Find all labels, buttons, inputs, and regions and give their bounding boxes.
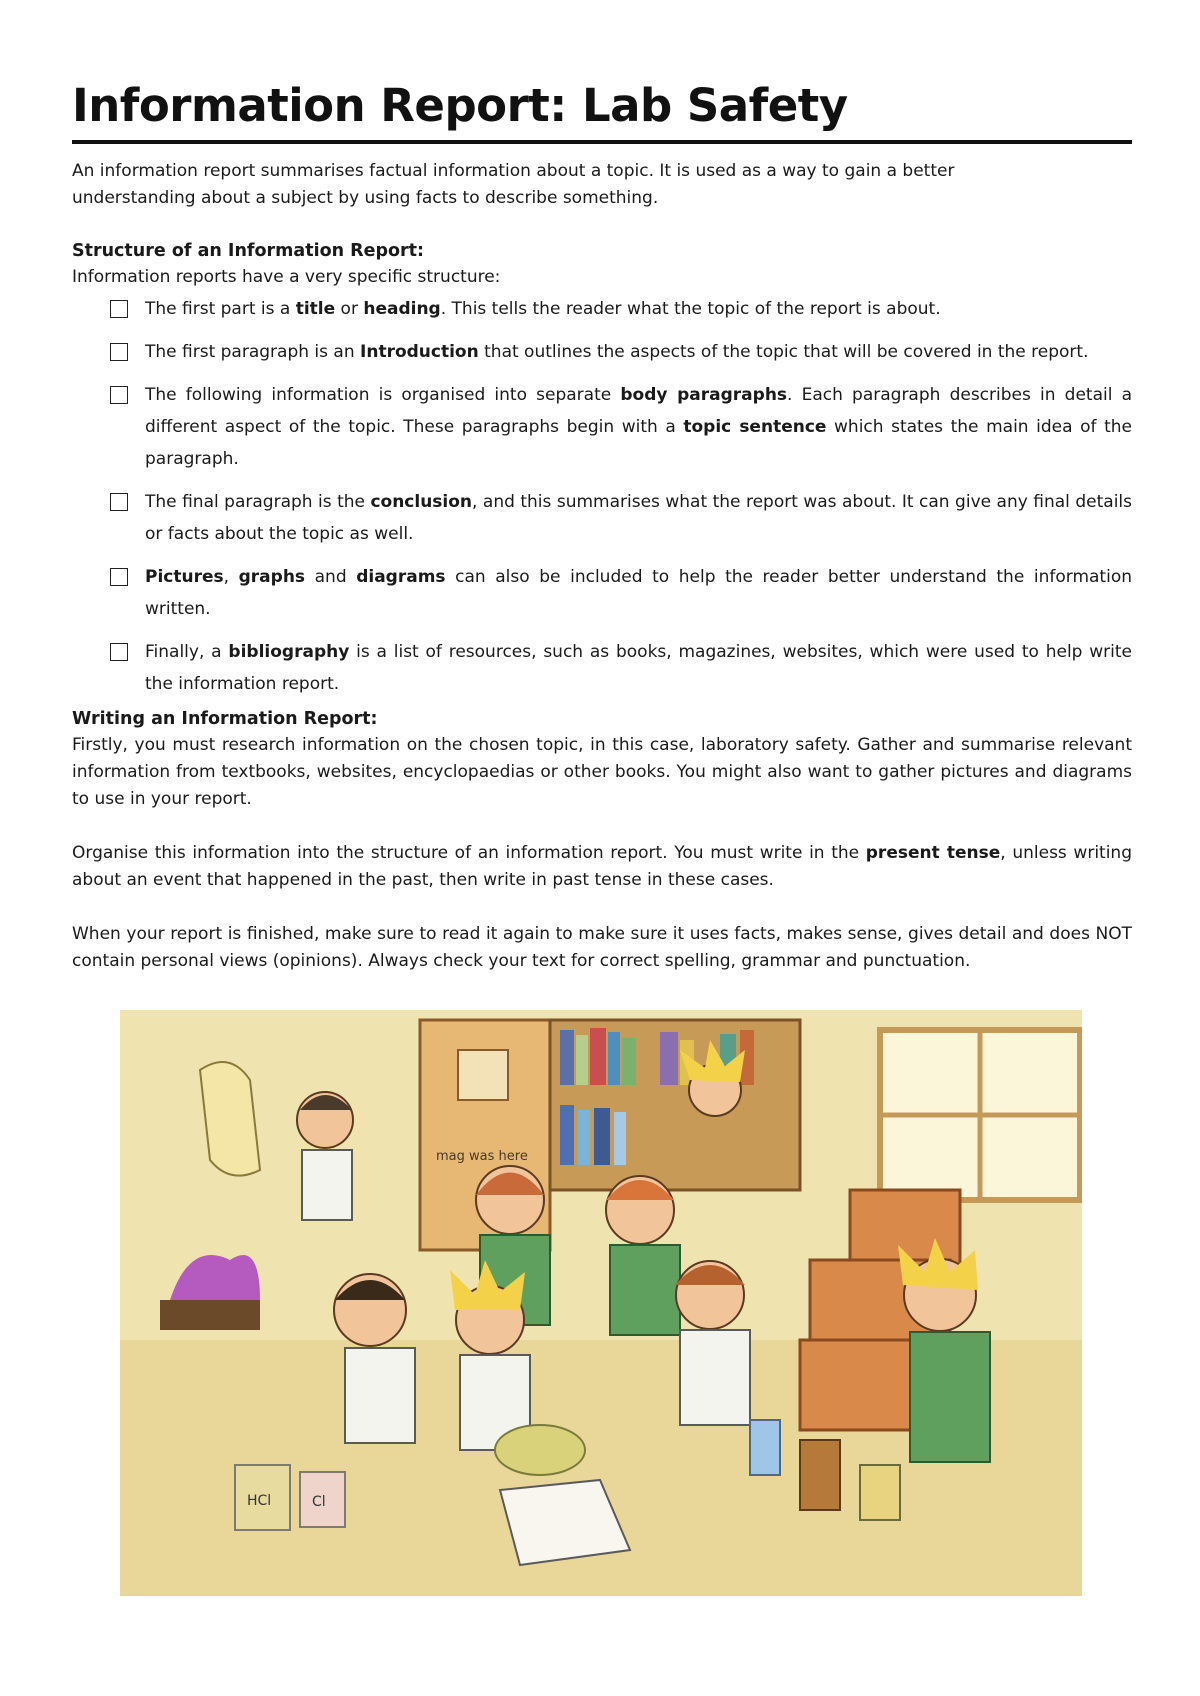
keyword: graphs	[238, 567, 306, 587]
item-text: . This tells the reader what the topic of the report is about.	[440, 299, 941, 319]
item-text: , unless writing about an event that happened in the past, then write in past tense in these cases.	[72, 843, 1132, 890]
structure-lead: Information reports have a very specific structure:	[72, 267, 501, 287]
intro-line-2: understanding about a subject by using facts to describe something.	[72, 188, 659, 208]
checkbox[interactable]	[110, 300, 128, 318]
writing-paragraph-1: Firstly, you must research information on the chosen topic, in this case, laboratory safety. Gather and summarise relevant information from textbooks, websites, encyclopaedias or other books. You might also want to gather pictures and diagrams to use in your report.	[72, 735, 1132, 809]
checkbox[interactable]	[110, 643, 128, 661]
keyword: diagrams	[356, 567, 446, 587]
checklist-item-conclusion	[72, 486, 1132, 550]
writing-heading: Writing an Information Report:	[72, 709, 378, 729]
item-text: is a list of resources, such as books, magazines, websites, which were used to help write the information report.	[145, 642, 1133, 694]
checklist-item-title	[72, 293, 1132, 325]
item-text: , and this summarises what the report was about. It can give any final details or facts about the topic as well.	[145, 492, 1132, 544]
bottle	[750, 1420, 780, 1475]
checkbox[interactable]	[110, 386, 128, 404]
writing-paragraph-2	[72, 840, 1132, 894]
item-text: The following information is organised into separate	[145, 385, 621, 405]
page-title: Information Report: Lab Safety	[72, 78, 1132, 144]
keyword: title	[295, 299, 336, 319]
item-text: Finally, a	[145, 642, 229, 662]
checklist-item-introduction	[72, 336, 1132, 368]
writing-paragraph-3: When your report is finished, make sure to read it again to make sure it uses facts, makes sense, gives detail and does NOT contain personal views (opinions). Always check your text for correct spelling, grammar and punctuation.	[72, 924, 1132, 971]
checkbox[interactable]	[110, 493, 128, 511]
bottle	[800, 1440, 840, 1510]
structure-section	[72, 238, 1132, 700]
door-graffiti: mag was here	[436, 1149, 528, 1164]
checklist-item-pictures	[72, 561, 1132, 625]
keyword: heading	[363, 299, 441, 319]
item-text: . Each paragraph describes in detail a different aspect of the topic. These paragraphs begin with a	[145, 385, 1133, 437]
intro-paragraph	[72, 158, 1132, 212]
item-text: which states the main idea of the paragraph.	[145, 417, 1132, 469]
writing-section	[72, 706, 1132, 975]
item-text: The first part is a	[145, 299, 296, 319]
checkbox[interactable]	[110, 568, 128, 586]
spilled-beaker	[495, 1425, 585, 1475]
illustration-drawing	[120, 1010, 1082, 1596]
door-window	[458, 1050, 508, 1100]
beaker-label: HCl	[247, 1493, 272, 1509]
checklist-item-body	[72, 379, 1132, 475]
item-text: The final paragraph is the	[145, 492, 371, 512]
keyword: conclusion	[370, 492, 473, 512]
item-text: ,	[223, 567, 239, 587]
intro-line-1: An information report summarises factual information about a topic. It is used as a way to gain a better	[72, 161, 955, 181]
lab-chaos-illustration	[120, 1010, 1082, 1596]
item-text: and	[305, 567, 357, 587]
keyword: bibliography	[228, 642, 350, 662]
checkbox[interactable]	[110, 343, 128, 361]
beaker	[860, 1465, 900, 1520]
keyword: Introduction	[360, 342, 479, 362]
structure-checklist	[72, 293, 1132, 700]
item-text: The first paragraph is an	[145, 342, 361, 362]
keyword: topic sentence	[683, 417, 827, 437]
item-text: or	[335, 299, 364, 319]
keyword: present tense	[865, 843, 1001, 863]
checklist-item-bibliography	[72, 636, 1132, 700]
keyword: body paragraphs	[620, 385, 788, 405]
item-text: can also be included to help the reader better understand the information written.	[145, 567, 1132, 619]
beaker-label: Cl	[312, 1494, 326, 1510]
structure-heading: Structure of an Information Report:	[72, 241, 425, 261]
item-text: that outlines the aspects of the topic that will be covered in the report.	[478, 342, 1089, 362]
keyword: Pictures	[145, 567, 224, 587]
item-text: Organise this information into the structure of an information report. You must write in the	[72, 843, 866, 863]
tripod	[160, 1300, 260, 1330]
